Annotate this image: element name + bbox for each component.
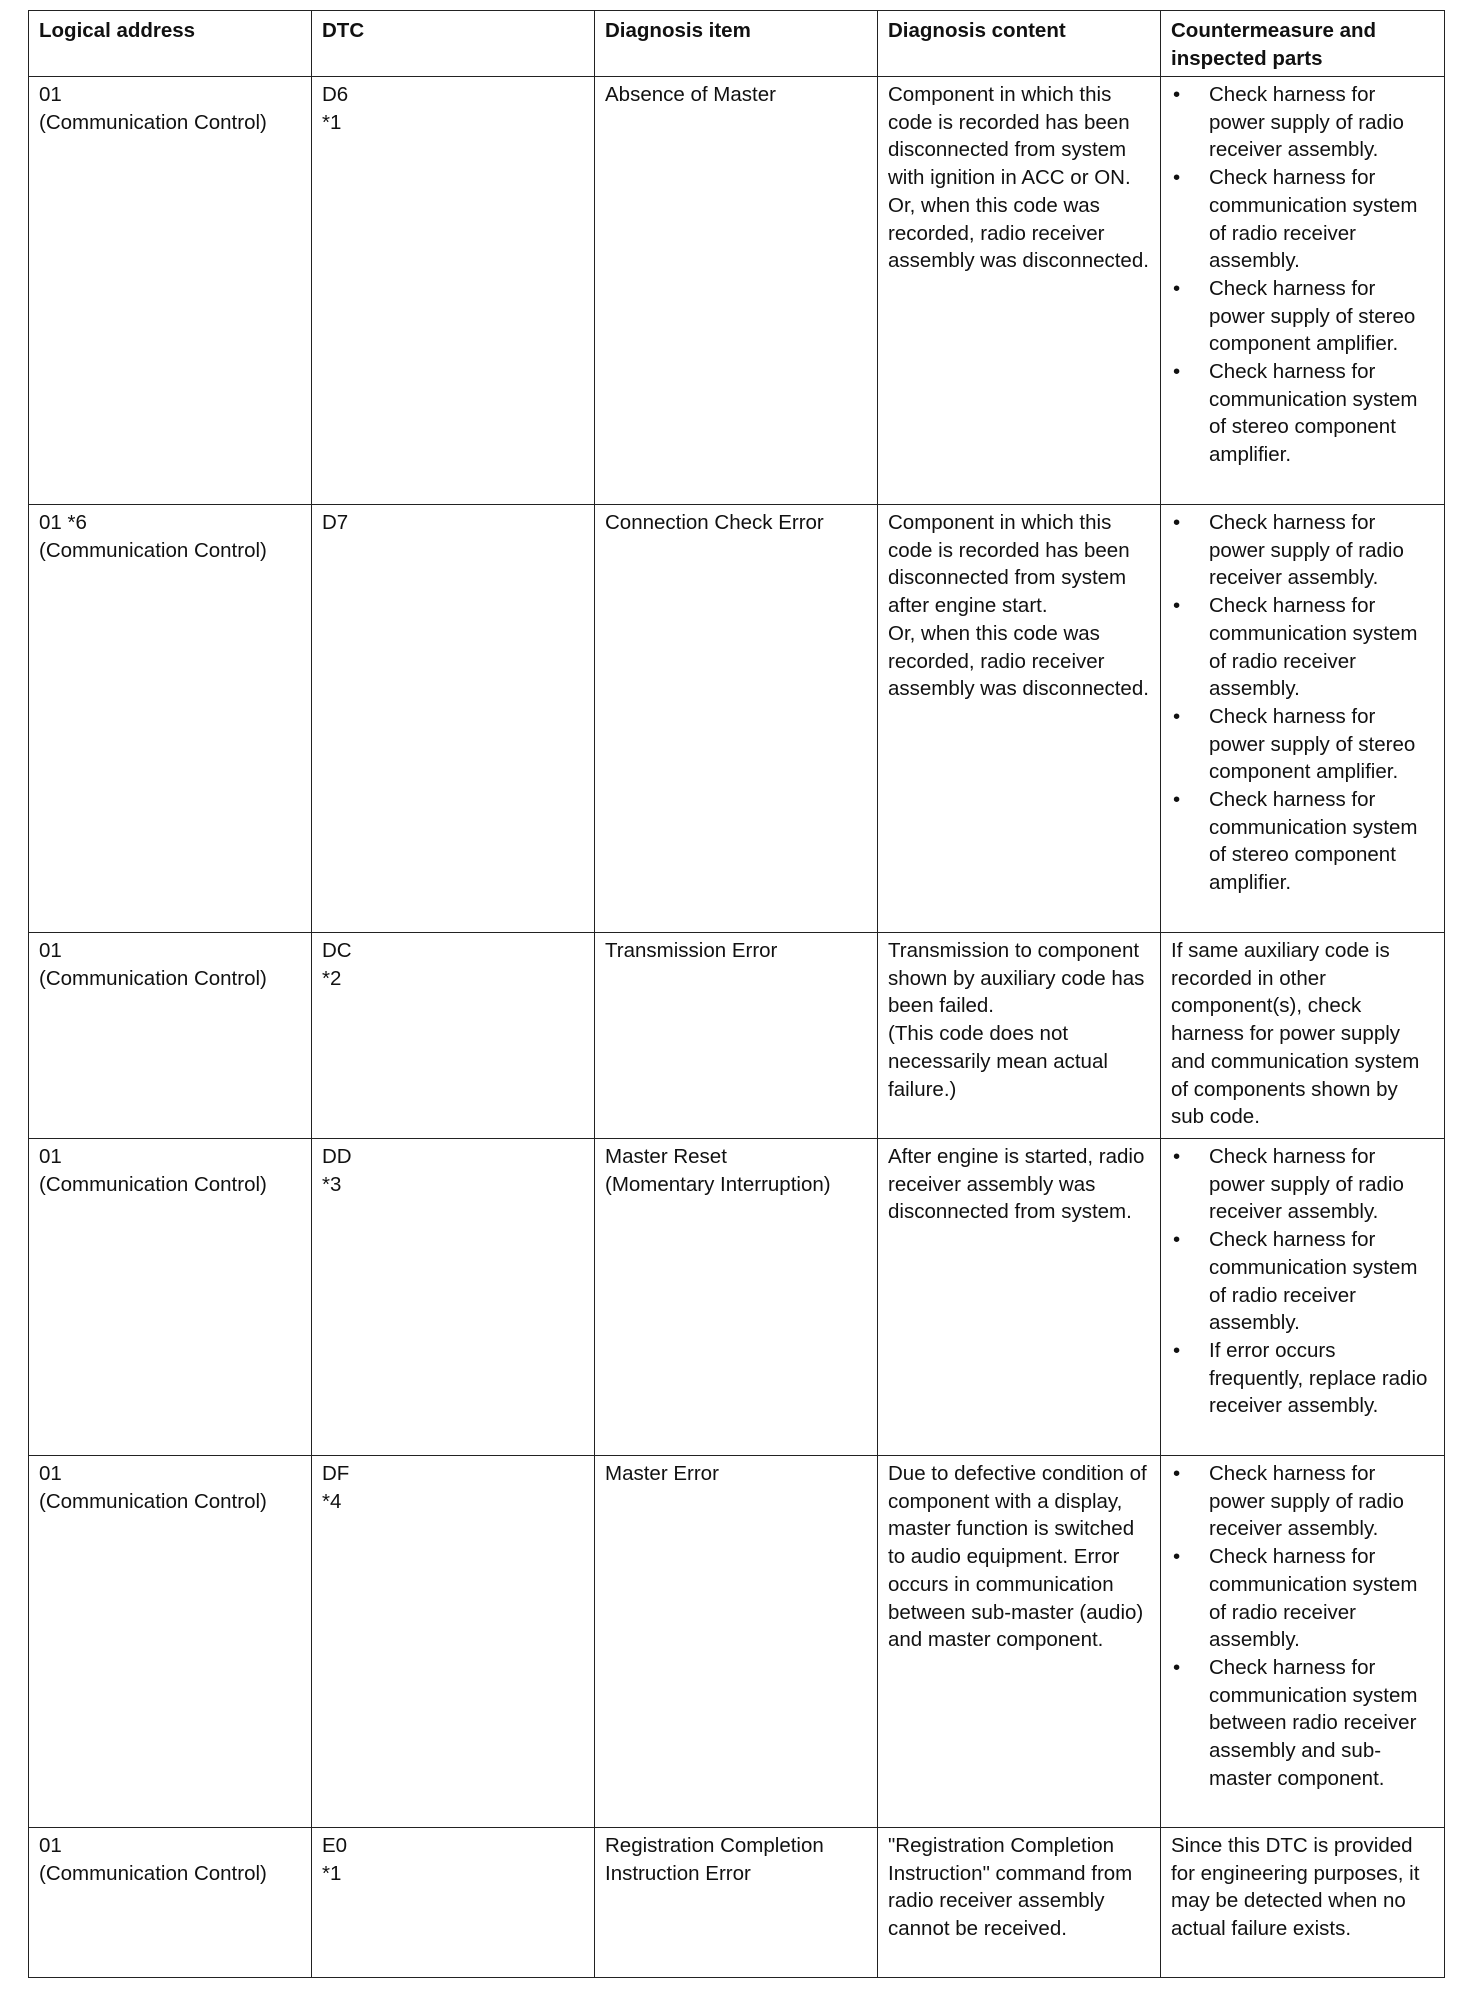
- logical-address-code: 01: [39, 939, 62, 962]
- countermeasure-item: [1171, 358, 1434, 469]
- countermeasure-text: If error occurs frequently, replace radio receiver assembly.: [1209, 1338, 1428, 1418]
- header-diagnosis-item: Diagnosis item: [595, 11, 878, 77]
- table-row: [29, 77, 1445, 505]
- logical-address-code: 01: [39, 83, 62, 106]
- diagnosis-content-cell: After engine is started, radio receiver assembly was disconnected from system.: [878, 1139, 1161, 1456]
- countermeasure-cell: [1161, 1139, 1445, 1456]
- logical-address-code: 01 *6: [39, 511, 87, 534]
- table-row: [29, 505, 1445, 933]
- countermeasure-list: [1171, 1460, 1434, 1792]
- countermeasure-item: [1171, 1143, 1434, 1226]
- dtc-cell: [312, 77, 595, 505]
- countermeasure-cell: [1161, 1456, 1445, 1828]
- logical-address-cell: [29, 505, 312, 933]
- diagnosis-content-cell: Component in which this code is recorded has been disconnected from system after engine start. Or, when this code was recorded, radio receiver assembly was disconnected.: [878, 505, 1161, 933]
- logical-address-cell: [29, 1139, 312, 1456]
- countermeasure-text: Check harness for communication system of radio receiver assembly.: [1209, 1545, 1418, 1652]
- bullet-icon: •: [1173, 166, 1181, 190]
- countermeasure-text: Check harness for communication system of stereo component amplifier.: [1209, 788, 1418, 895]
- dtc-cell: [312, 1139, 595, 1456]
- header-logical-address: Logical address: [29, 11, 312, 77]
- countermeasure-cell: [1161, 505, 1445, 933]
- logical-address-cell: [29, 933, 312, 1139]
- logical-address-cell: [29, 1828, 312, 1978]
- countermeasure-text: Check harness for communication system of stereo component amplifier.: [1209, 360, 1418, 467]
- dtc-note: *1: [322, 110, 342, 134]
- dtc-note: *1: [322, 1861, 342, 1885]
- diagnosis-item-cell: Master Reset (Momentary Interruption): [595, 1139, 878, 1456]
- dtc-note: *2: [322, 966, 342, 990]
- countermeasure-text: Check harness for power supply of radio receiver assembly.: [1209, 1462, 1404, 1541]
- countermeasure-item: [1171, 81, 1434, 164]
- logical-address-code: 01: [39, 1145, 62, 1168]
- logical-address-code: 01: [39, 1834, 62, 1857]
- logical-address-desc: (Communication Control): [39, 538, 267, 562]
- countermeasure-item: [1171, 703, 1434, 786]
- logical-address-code: 01: [39, 1462, 62, 1485]
- countermeasure-text: Check harness for communication system of radio receiver assembly.: [1209, 594, 1418, 701]
- bullet-icon: •: [1173, 788, 1181, 812]
- dtc-code: DD: [322, 1145, 352, 1168]
- countermeasure-cell: [1161, 77, 1445, 505]
- countermeasure-text: Check harness for power supply of stereo component amplifier.: [1209, 276, 1416, 356]
- diagnosis-content-cell: Transmission to component shown by auxiliary code has been failed. (This code does not necessarily mean actual failure.): [878, 933, 1161, 1139]
- countermeasure-item: [1171, 164, 1434, 275]
- countermeasure-list: [1171, 81, 1434, 469]
- countermeasure-item: [1171, 1337, 1434, 1420]
- logical-address-desc: (Communication Control): [39, 1172, 267, 1196]
- logical-address-desc: (Communication Control): [39, 1861, 267, 1885]
- header-row: [29, 11, 1445, 77]
- header-dtc: DTC: [312, 11, 595, 77]
- bullet-icon: •: [1173, 83, 1181, 106]
- bullet-icon: •: [1173, 1228, 1181, 1252]
- bullet-icon: •: [1173, 1545, 1181, 1569]
- countermeasure-text: Check harness for communication system of radio receiver assembly.: [1209, 166, 1418, 273]
- countermeasure-item: [1171, 509, 1434, 592]
- dtc-cell: [312, 933, 595, 1139]
- table-row: [29, 1139, 1445, 1456]
- bullet-icon: •: [1173, 511, 1181, 534]
- countermeasure-item: [1171, 1460, 1434, 1543]
- countermeasure-text: Check harness for power supply of radio receiver assembly.: [1209, 511, 1404, 590]
- countermeasure-text: Check harness for communication system between radio receiver assembly and sub-master component.: [1209, 1655, 1418, 1790]
- table-row: [29, 1828, 1445, 1978]
- header-countermeasure: Countermeasure and inspected parts: [1161, 11, 1445, 77]
- dtc-code: D6: [322, 83, 349, 106]
- dtc-code: DC: [322, 939, 352, 962]
- countermeasure-cell: If same auxiliary code is recorded in other component(s), check harness for power supply and communication system of components shown by sub code.: [1161, 933, 1445, 1139]
- bullet-icon: •: [1173, 704, 1181, 728]
- diagnosis-item-cell: Master Error: [595, 1456, 878, 1828]
- diagnosis-item-cell: Absence of Master: [595, 77, 878, 505]
- countermeasure-list: [1171, 1143, 1434, 1420]
- logical-address-desc: (Communication Control): [39, 110, 267, 134]
- countermeasure-item: [1171, 592, 1434, 703]
- dtc-table: [28, 10, 1445, 1978]
- dtc-note: *3: [322, 1172, 342, 1196]
- countermeasure-item: [1171, 1543, 1434, 1654]
- bullet-icon: •: [1173, 360, 1181, 384]
- countermeasure-text: Check harness for power supply of stereo component amplifier.: [1209, 704, 1416, 784]
- header-diagnosis-content: Diagnosis content: [878, 11, 1161, 77]
- diagnosis-item-cell: Connection Check Error: [595, 505, 878, 933]
- countermeasure-item: [1171, 275, 1434, 358]
- diagnosis-item-cell: Transmission Error: [595, 933, 878, 1139]
- bullet-icon: •: [1173, 594, 1181, 618]
- countermeasure-cell: Since this DTC is provided for engineering purposes, it may be detected when no actual failure exists.: [1161, 1828, 1445, 1978]
- bullet-icon: •: [1173, 1462, 1181, 1485]
- countermeasure-item: [1171, 1226, 1434, 1337]
- dtc-code: DF: [322, 1462, 350, 1485]
- bullet-icon: •: [1173, 1655, 1181, 1679]
- diagnosis-content-cell: Component in which this code is recorded has been disconnected from system with ignition in ACC or ON. Or, when this code was recorded, radio receiver assembly was disconnected.: [878, 77, 1161, 505]
- diagnosis-content-cell: Due to defective condition of component with a display, master function is switched to audio equipment. Error occurs in communication between sub-master (audio) and master component.: [878, 1456, 1161, 1828]
- countermeasure-text: Check harness for power supply of radio receiver assembly.: [1209, 83, 1404, 162]
- logical-address-cell: [29, 77, 312, 505]
- logical-address-desc: (Communication Control): [39, 966, 267, 990]
- dtc-cell: [312, 1456, 595, 1828]
- bullet-icon: •: [1173, 1338, 1181, 1362]
- countermeasure-text: Check harness for communication system of radio receiver assembly.: [1209, 1228, 1418, 1335]
- logical-address-cell: [29, 1456, 312, 1828]
- dtc-code: D7: [322, 511, 349, 534]
- bullet-icon: •: [1173, 1145, 1181, 1168]
- diagnosis-item-cell: Registration Completion Instruction Error: [595, 1828, 878, 1978]
- bullet-icon: •: [1173, 276, 1181, 300]
- dtc-code: E0: [322, 1834, 348, 1857]
- diagnosis-content-cell: "Registration Completion Instruction" command from radio receiver assembly cannot be received.: [878, 1828, 1161, 1978]
- dtc-cell: [312, 1828, 595, 1978]
- countermeasure-item: [1171, 786, 1434, 897]
- table-row: [29, 1456, 1445, 1828]
- countermeasure-list: [1171, 509, 1434, 897]
- dtc-cell: [312, 505, 595, 933]
- table-body: [29, 77, 1445, 1978]
- logical-address-desc: (Communication Control): [39, 1489, 267, 1513]
- countermeasure-item: [1171, 1654, 1434, 1793]
- countermeasure-text: Check harness for power supply of radio receiver assembly.: [1209, 1145, 1404, 1224]
- dtc-note: *4: [322, 1489, 342, 1513]
- table-row: [29, 933, 1445, 1139]
- table-header: [29, 11, 1445, 77]
